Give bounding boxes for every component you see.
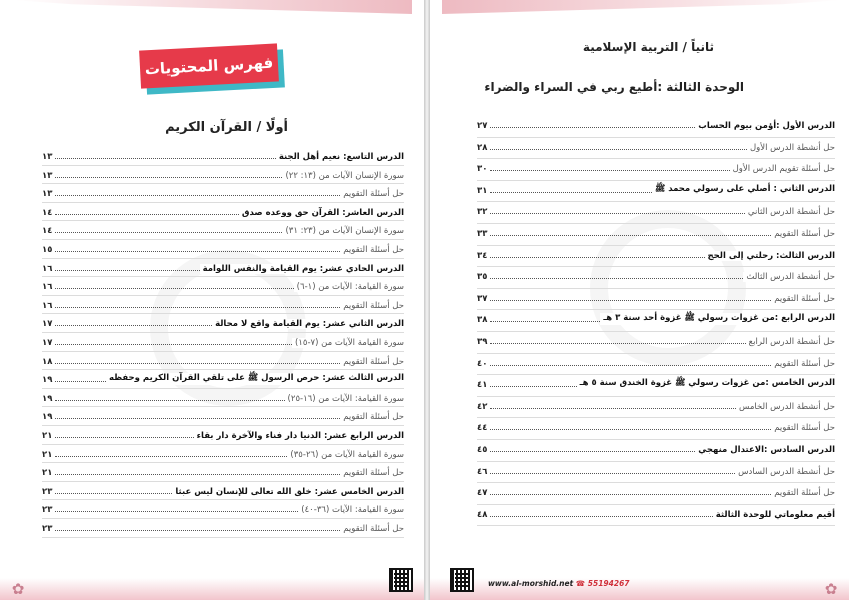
row-divider — [42, 332, 404, 333]
toc-row[interactable] — [477, 117, 835, 131]
toc-row[interactable] — [42, 278, 404, 292]
leader-dots — [55, 474, 340, 475]
toc-entry-page: ٢٧ — [477, 121, 488, 131]
leader-dots — [55, 270, 199, 271]
toc-row[interactable] — [477, 398, 835, 412]
leader-dots — [55, 363, 340, 364]
toc-row[interactable] — [477, 160, 835, 174]
toc-row[interactable] — [42, 464, 404, 478]
toc-entry-page: ٢١ — [42, 449, 53, 460]
row-divider — [42, 518, 404, 519]
toc-entry-page: ٤٧ — [477, 488, 488, 499]
toc-entry-page: ١٩ — [42, 412, 53, 423]
bottom-band-left — [0, 578, 424, 600]
toc-row[interactable] — [477, 290, 835, 304]
corner-ornament-icon: ✿ — [824, 580, 838, 598]
toc-entry-title: حل أنشطة الدرس الرابع — [746, 337, 835, 347]
toc-row[interactable] — [42, 297, 404, 311]
toc-entry-title: حل أنشطة الدرس الثالث — [743, 272, 835, 282]
toc-entry-page: ١٤ — [42, 226, 53, 237]
toc-entry-title: الدرس الثالث: رحلتي إلى الحج — [705, 251, 835, 261]
leader-dots — [490, 451, 695, 452]
toc-entry-page: ١٥ — [42, 245, 53, 255]
leader-dots — [490, 170, 729, 171]
toc-row[interactable] — [42, 483, 404, 497]
toc-entry-page: ١٣ — [42, 152, 53, 162]
toc-entry-page: ١٨ — [42, 356, 53, 367]
leader-dots — [55, 158, 275, 159]
toc-row[interactable] — [42, 390, 404, 404]
row-divider — [42, 388, 404, 389]
toc-entry-title: أقيم معلوماتي للوحدة الثالثة — [713, 510, 835, 520]
toc-entry-title: الدرس التاسع: نعيم أهل الجنة — [276, 152, 404, 162]
leader-dots — [55, 511, 298, 512]
toc-row[interactable] — [42, 204, 404, 218]
toc-entry-page: ١٧ — [42, 338, 53, 348]
toc-entry-page: ١٧ — [42, 319, 53, 330]
row-divider — [477, 331, 835, 332]
qr-code-icon — [450, 568, 474, 592]
row-divider — [42, 239, 404, 240]
toc-entry-title: الدرس الخامس :من غزوات رسولي ﷺ غزوة الخندق سنة ٥ هـ — [577, 378, 835, 390]
toc-row[interactable] — [477, 463, 835, 477]
toc-row[interactable] — [477, 203, 835, 217]
toc-entry-title: الدرس الثاني عشر: يوم القيامة واقع لا محالة — [212, 319, 404, 329]
toc-entry-page: ٤٤ — [477, 423, 488, 434]
toc-entry-page: ٣١ — [477, 185, 488, 196]
row-divider — [42, 295, 404, 296]
toc-entry-page: ١٤ — [42, 207, 53, 218]
row-divider — [477, 417, 835, 418]
row-divider — [42, 202, 404, 203]
toc-row[interactable] — [42, 185, 404, 199]
row-divider — [42, 258, 404, 259]
toc-row[interactable] — [42, 446, 404, 460]
row-divider — [477, 245, 835, 246]
toc-entry-title: سورة الإنسان الآيات من (١٣: ٢٢) — [282, 171, 404, 181]
footer-contact — [488, 579, 630, 588]
row-divider — [477, 288, 835, 289]
toc-entry-title: حل أنشطة الدرس الثاني — [745, 207, 835, 217]
leader-dots — [55, 251, 340, 252]
leader-dots — [55, 456, 287, 457]
toc-entry-page: ٤٠ — [477, 358, 488, 369]
leader-dots — [490, 516, 712, 517]
leader-dots — [490, 278, 743, 279]
leader-dots — [490, 235, 771, 236]
toc-entry-title: الدرس الرابع :من غزوات رسولي ﷺ غزوة أحد سنة ٣ هـ — [600, 313, 835, 325]
leader-dots — [55, 325, 212, 326]
row-divider — [477, 180, 835, 181]
toc-row[interactable] — [477, 311, 835, 325]
toc-row[interactable] — [42, 520, 404, 534]
toc-entry-title: الدرس الحادي عشر: يوم القيامة والنفس اللوامة — [200, 264, 404, 274]
left-page — [0, 0, 424, 600]
toc-row[interactable] — [42, 427, 404, 441]
toc-entry-page: ٣٣ — [477, 229, 488, 239]
row-divider — [42, 276, 404, 277]
toc-entry-title: حل أسئلة التقويم — [771, 488, 835, 498]
row-divider — [42, 425, 404, 426]
row-divider — [477, 223, 835, 224]
corner-ornament-icon: ✿ — [11, 580, 25, 598]
row-divider — [42, 537, 404, 538]
toc-row[interactable] — [42, 408, 404, 422]
leader-dots — [490, 321, 600, 322]
toc-row[interactable] — [42, 148, 404, 162]
row-divider — [42, 165, 404, 166]
toc-entry-title: سورة القيامة: الآيات (٣٦-٤٠) — [298, 505, 404, 515]
toc-entry-page: ١٣ — [42, 189, 53, 200]
row-divider — [477, 396, 835, 397]
leader-dots — [55, 232, 282, 233]
toc-entry-title: الدرس الثاني : أصلي على رسولي محمد ﷺ — [652, 184, 835, 196]
leader-dots — [55, 214, 239, 215]
leader-dots — [55, 400, 284, 401]
toc-entry-title: حل أسئلة التقويم — [340, 245, 404, 255]
row-divider — [42, 351, 404, 352]
toc-entry-page: ١٦ — [42, 300, 53, 311]
leader-dots — [55, 418, 340, 419]
toc-entry-title: حل أسئلة التقويم — [771, 359, 835, 369]
leader-dots — [55, 195, 340, 196]
toc-left — [42, 148, 404, 534]
toc-entry-page: ٢٣ — [42, 505, 53, 516]
toc-entry-title: حل أسئلة التقويم — [340, 524, 404, 534]
toc-entry-page: ١٦ — [42, 263, 53, 274]
toc-entry-page: ٢١ — [42, 431, 53, 441]
toc-entry-page: ٣٠ — [477, 164, 488, 175]
toc-entry-page: ٢٨ — [477, 142, 488, 153]
row-divider — [42, 183, 404, 184]
row-divider — [477, 374, 835, 375]
row-divider — [42, 369, 404, 370]
toc-row[interactable] — [42, 167, 404, 181]
toc-entry-title: الدرس الخامس عشر: خلق الله تعالى للإنسان ليس عبثا — [172, 487, 404, 497]
leader-dots — [490, 473, 735, 474]
toc-row[interactable] — [42, 241, 404, 255]
toc-entry-title: حل أسئلة التقويم — [340, 301, 404, 311]
toc-row[interactable] — [477, 441, 835, 455]
toc-entry-title: حل أسئلة التقويم — [340, 412, 404, 422]
toc-entry-title: حل أنشطة الدرس الخامس — [736, 402, 835, 412]
row-divider — [477, 137, 835, 138]
toc-entry-title: سورة القيامة: الآيات من (١-٦) — [294, 282, 404, 292]
toc-entry-page: ٤٨ — [477, 509, 488, 520]
row-divider — [42, 481, 404, 482]
toc-entry-title: حل أسئلة التقويم — [340, 357, 404, 367]
row-divider — [477, 201, 835, 202]
toc-entry-page: ٤٥ — [477, 445, 488, 455]
toc-entry-page: ٣٧ — [477, 293, 488, 304]
toc-entry-title: حل أنشطة الدرس الأول — [747, 143, 835, 153]
row-divider — [42, 444, 404, 445]
leader-dots — [55, 530, 340, 531]
toc-entry-title: سورة القيامة: الآيات من (١٦-٢٥) — [285, 394, 404, 404]
row-divider — [42, 462, 404, 463]
section-title-quran: أولًا / القرآن الكريم — [165, 120, 288, 135]
qr-code-icon — [389, 568, 413, 592]
toc-row[interactable] — [42, 353, 404, 367]
toc-entry-title: الدرس الرابع عشر: الدنيا دار فناء والآخرة دار بقاء — [194, 431, 404, 441]
row-divider — [477, 504, 835, 505]
toc-entry-page: ٤١ — [477, 380, 488, 391]
toc-entry-page: ٣٩ — [477, 337, 488, 347]
toc-entry-title: الدرس الأول :أؤمن بيوم الحساب — [695, 121, 835, 131]
contents-banner — [140, 47, 286, 93]
toc-row[interactable] — [42, 222, 404, 236]
row-divider — [42, 406, 404, 407]
leader-dots — [490, 386, 576, 387]
toc-row[interactable] — [477, 506, 835, 520]
toc-entry-title: حل أسئلة التقويم — [340, 468, 404, 478]
row-divider — [477, 525, 835, 526]
row-divider — [477, 266, 835, 267]
toc-row[interactable] — [42, 334, 404, 348]
toc-entry-page: ٣٨ — [477, 315, 488, 326]
toc-entry-page: ٣٢ — [477, 207, 488, 218]
toc-row[interactable] — [477, 268, 835, 282]
row-divider — [477, 158, 835, 159]
banner-title: فهرس المحتويات — [139, 43, 279, 88]
toc-entry-title: الدرس العاشر: القرآن حق ووعده صدق — [239, 208, 404, 218]
toc-row[interactable] — [477, 419, 835, 433]
toc-entry-title: حل أسئلة التقويم — [771, 294, 835, 304]
row-divider — [42, 499, 404, 500]
toc-entry-page: ٢١ — [42, 468, 53, 479]
toc-entry-page: ٣٤ — [477, 250, 488, 261]
row-divider — [477, 439, 835, 440]
row-divider — [477, 461, 835, 462]
toc-entry-page: ١٩ — [42, 393, 53, 404]
row-divider — [477, 353, 835, 354]
leader-dots — [55, 381, 106, 382]
unit-title: الوحدة الثالثة :أطيع ربي في السراء والضراء — [484, 80, 744, 94]
leader-dots — [55, 344, 292, 345]
toc-entry-title: حل أسئلة التقويم — [771, 423, 835, 433]
toc-entry-page: ٣٥ — [477, 272, 488, 283]
toc-row[interactable] — [477, 182, 835, 196]
toc-entry-page: ١٣ — [42, 170, 53, 181]
toc-entry-page: ٢٣ — [42, 486, 53, 497]
leader-dots — [55, 288, 293, 289]
toc-row[interactable] — [477, 139, 835, 153]
leader-dots — [490, 494, 771, 495]
leader-dots — [55, 177, 282, 178]
top-ribbon-left — [12, 0, 412, 14]
toc-entry-title: الدرس الثالث عشر: حرص الرسول ﷺ على تلقي القرآن الكريم وحفظه — [106, 373, 404, 385]
leader-dots — [55, 493, 172, 494]
section-title-islamic: ثانياً / التربية الإسلامية — [582, 40, 714, 54]
leader-dots — [490, 149, 747, 150]
row-divider — [42, 313, 404, 314]
toc-entry-page: ٤٢ — [477, 401, 488, 412]
toc-right — [477, 117, 835, 527]
toc-entry-title: سورة الإنسان الآيات من (٢٣: ٣١) — [282, 226, 404, 236]
leader-dots — [490, 300, 771, 301]
leader-dots — [490, 257, 704, 258]
toc-row[interactable] — [477, 225, 835, 239]
leader-dots — [490, 429, 771, 430]
toc-entry-title: حل أنشطة الدرس السادس — [735, 467, 835, 477]
row-divider — [42, 220, 404, 221]
leader-dots — [490, 127, 695, 128]
leader-dots — [55, 307, 340, 308]
toc-entry-page: ٤٦ — [477, 466, 488, 477]
toc-row[interactable] — [477, 247, 835, 261]
toc-entry-title: حل أسئلة التقويم — [771, 229, 835, 239]
row-divider — [477, 309, 835, 310]
leader-dots — [490, 365, 771, 366]
toc-row[interactable] — [477, 376, 835, 390]
toc-row[interactable] — [42, 501, 404, 515]
footer-phone: 55194267 — [587, 579, 630, 588]
footer-site[interactable]: www.al-morshid.net — [488, 579, 574, 588]
toc-entry-title: سورة القيامة الآيات من (٧-١٥) — [292, 338, 404, 348]
row-divider — [477, 482, 835, 483]
top-ribbon-right — [442, 0, 842, 14]
leader-dots — [490, 213, 745, 214]
toc-row[interactable] — [477, 355, 835, 369]
toc-row[interactable] — [477, 333, 835, 347]
leader-dots — [55, 437, 193, 438]
leader-dots — [490, 408, 736, 409]
leader-dots — [490, 192, 652, 193]
toc-row[interactable] — [477, 484, 835, 498]
toc-entry-page: ١٩ — [42, 375, 53, 386]
toc-row[interactable] — [42, 371, 404, 385]
phone-icon: ☎ — [575, 579, 586, 588]
toc-entry-title: حل أسئلة تقويم الدرس الأول — [730, 164, 835, 174]
toc-entry-page: ٢٣ — [42, 524, 53, 534]
toc-row[interactable] — [42, 315, 404, 329]
toc-entry-title: حل أسئلة التقويم — [340, 189, 404, 199]
toc-entry-title: الدرس السادس :الاعتدال منهجي — [695, 445, 835, 455]
toc-row[interactable] — [42, 260, 404, 274]
toc-entry-title: سورة القيامة الآيات من (٢٦-٣٥) — [287, 450, 404, 460]
leader-dots — [490, 343, 745, 344]
right-page — [430, 0, 849, 600]
toc-entry-page: ١٦ — [42, 282, 53, 293]
